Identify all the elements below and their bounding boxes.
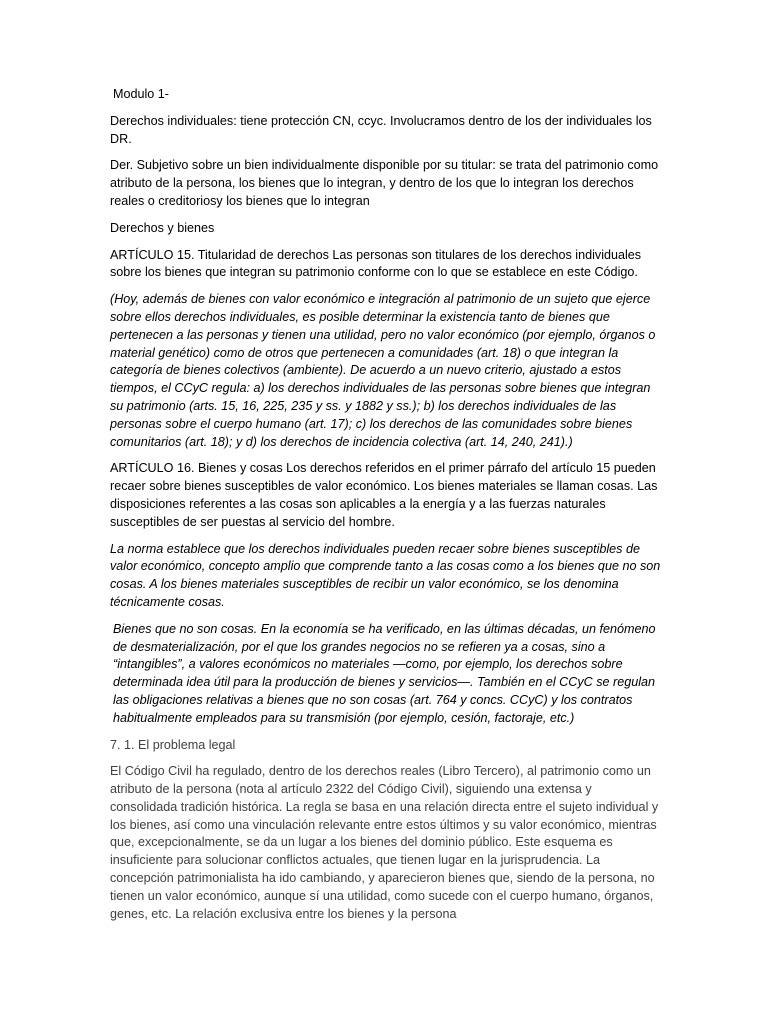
document-page bbox=[110, 86, 662, 932]
paragraph-derechos-individuales: Derechos individuales: tiene protección CN, ccyc. Involucramos dentro de los der individuales los DR. bbox=[110, 113, 652, 146]
module-title: Modulo 1- bbox=[113, 87, 170, 101]
heading-problema-legal: 7. 1. El problema legal bbox=[110, 737, 236, 752]
paragraph-articulo-15: ARTÍCULO 15. Titularidad de derechos Las personas son titulares de los derechos individuales sobre los bienes que integran su patrimonio conforme con lo que se establece en este Código. bbox=[110, 247, 642, 280]
paragraph-codigo-civil: El Código Civil ha regulado, dentro de los derechos reales (Libro Tercero), al patrimonio como un atributo de la persona (nota al artículo 2322 del Código Civil), siguiendo una extensa y consolidada tradición histórica. La regla se basa en una relación directa entre el sujeto individual y los bienes, así como una vinculación relevante entre estos últimos y su valor económico, mientras que, excepcionalmente, se da un lugar a los bienes del dominio público. Este esquema es insuficiente para solucionar conflictos actuales, que tienen lugar en la jurisprudencia. La concepción patrimonialista ha ido cambiando, y aparecieron bienes que, siendo de la persona, no tienen un valor económico, aunque sí una utilidad, como sucede con el cuerpo humano, órganos, genes, etc. La relación exclusiva entre los bienes y la persona bbox=[110, 764, 659, 921]
heading-derechos-bienes: Derechos y bienes bbox=[110, 220, 215, 235]
paragraph-comment-16: La norma establece que los derechos individuales pueden recaer sobre bienes susceptibles de valor económico, concepto amplio que comprende tanto a las cosas como a los bienes que no son cosas. A los bienes materiales susceptibles de recibir un valor económico, se los denomina técnicamente cosas. bbox=[110, 541, 661, 609]
paragraph-comment-15: (Hoy, además de bienes con valor económico e integración al patrimonio de un sujeto que ejerce sobre ellos derechos individuales, es posible determinar la existencia tanto de bienes que pertenecen a las personas y tienen una utilidad, pero no valor económico (por ejemplo, órganos o material genético) como de otros que pertenecen a comunidades (art. 18) o que integran la categoría de bienes colectivos (ambiente). De acuerdo a un nuevo criterio, ajustado a estos tiempos, el CCyC regula: a) los derechos individuales de las personas sobre bienes que integran su patrimonio (arts. 15, 16, 225, 235 y ss. y 1882 y ss.); b) los derechos individuales de las personas sobre el cuerpo humano (art. 17); c) los derechos de las comunidades sobre bienes comunitarios (art. 18); y d) los derechos de incidencia colectiva (art. 14, 240, 241).) bbox=[110, 292, 656, 449]
paragraph-articulo-16: ARTÍCULO 16. Bienes y cosas Los derechos referidos en el primer párrafo del artículo 15 pueden recaer sobre bienes susceptibles de valor económico. Los bienes materiales se llaman cosas. Las disposiciones referentes a las cosas son aplicables a la energía y a las fuerzas naturales susceptibles de ser puestas al servicio del hombre. bbox=[110, 461, 658, 529]
paragraph-bienes-no-cosas: Bienes que no son cosas. En la economía se ha verificado, en las últimas décadas, un fenómeno de desmaterialización, por el que los grandes negocios no se refieren ya a cosas, sino a “intangibles”, a valores económicos no materiales —como, por ejemplo, los derechos sobre determinada idea útil para la producción de bienes y servicios—. También en el CCyC se regulan las obligaciones relativas a bienes que no son cosas (art. 764 y concs. CCyC) y los contratos habitualmente empleados para su transmisión (por ejemplo, cesión, factoraje, etc.) bbox=[113, 621, 656, 725]
paragraph-der-subjetivo: Der. Subjetivo sobre un bien individualmente disponible por su titular: se trata del patrimonio como atributo de la persona, los bienes que lo integran, y dentro de los que lo integran los derechos reales o creditoriosy los bienes que lo integran bbox=[110, 158, 659, 208]
